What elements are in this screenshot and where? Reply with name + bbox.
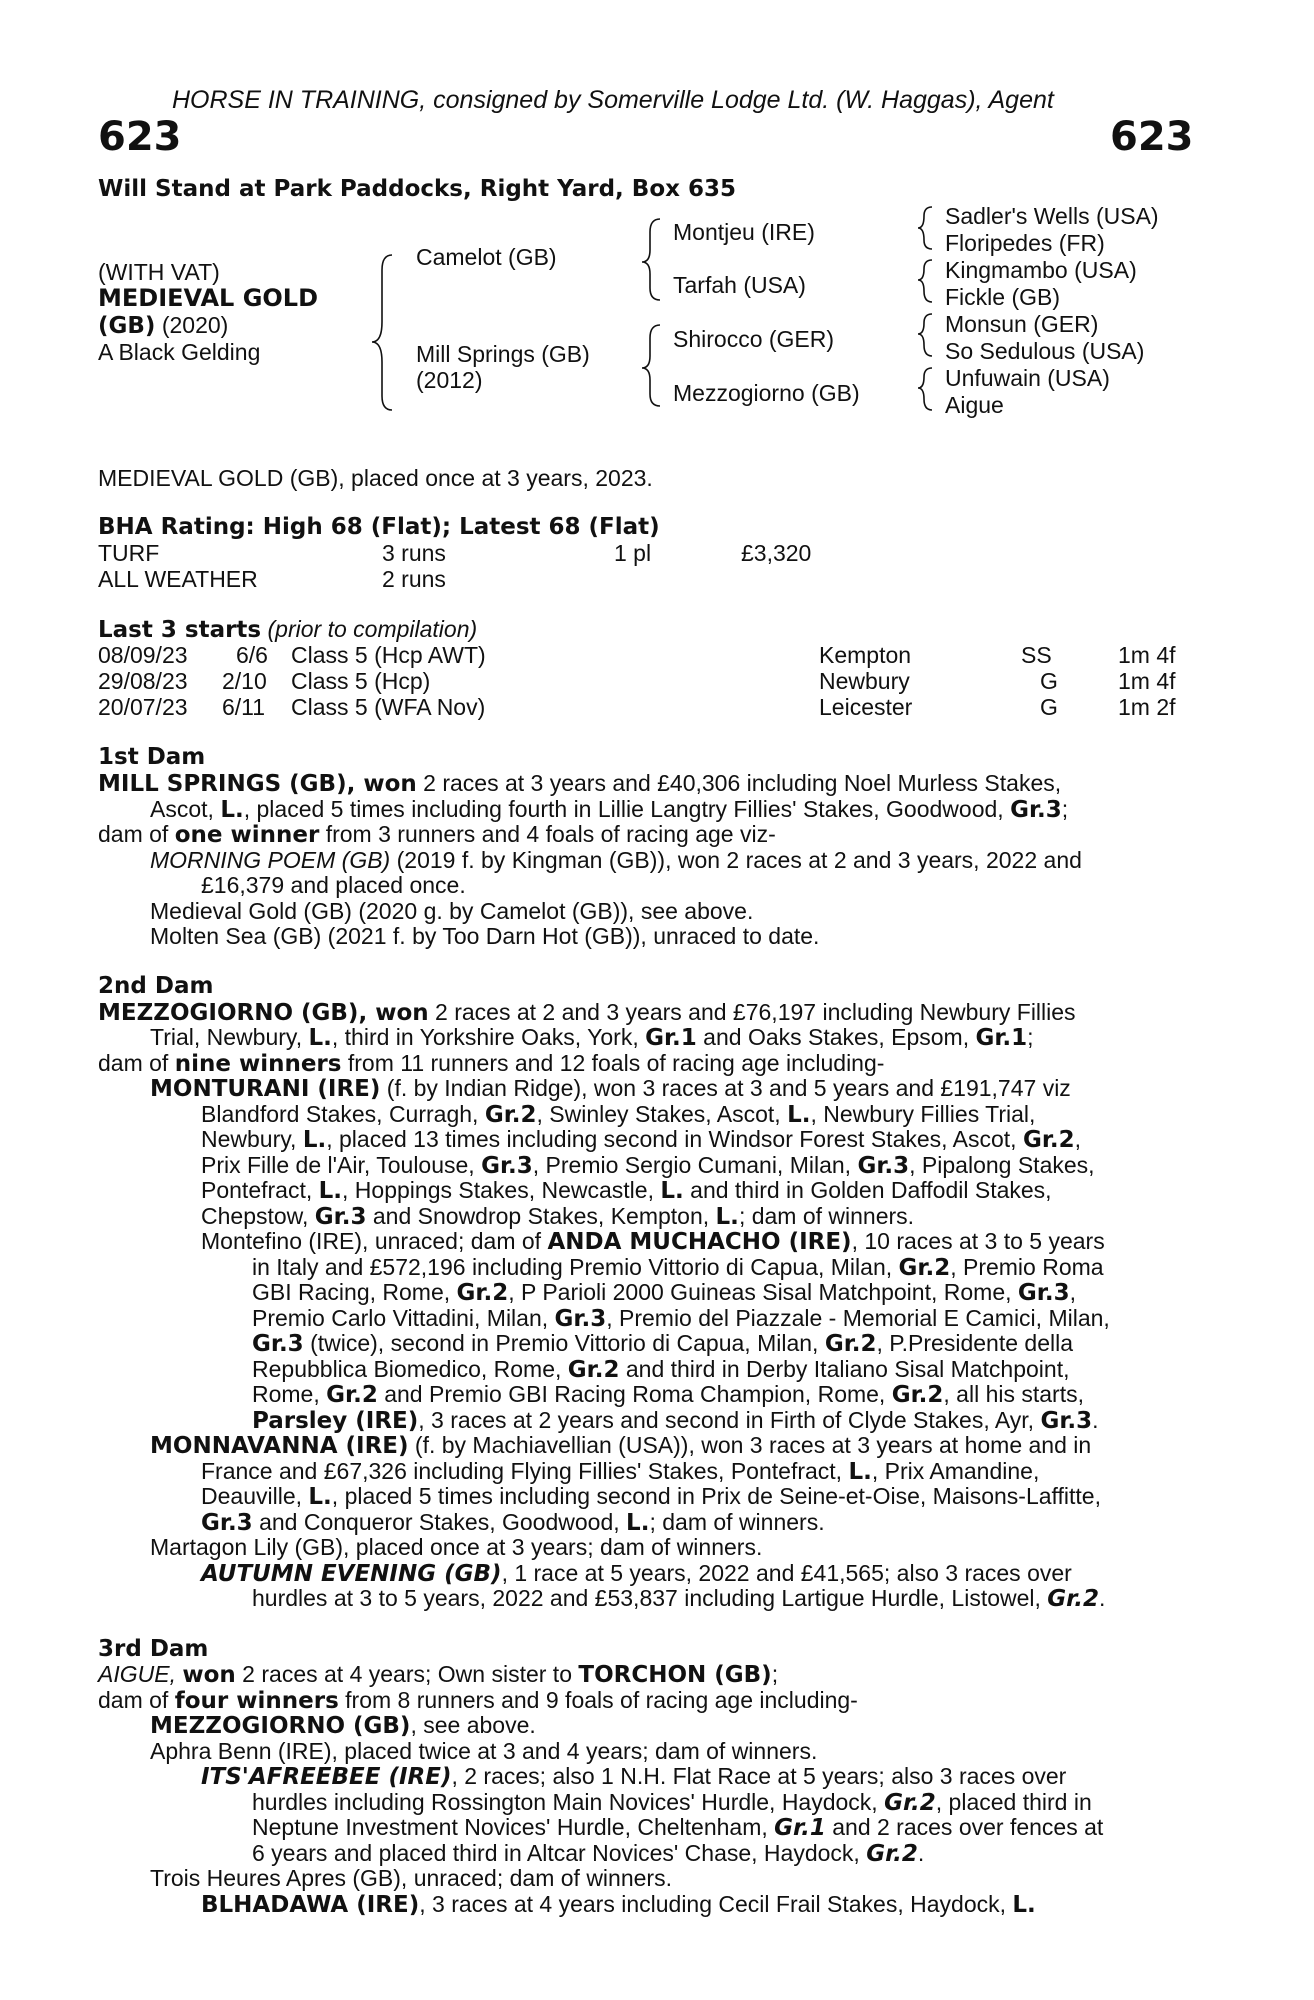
monturani-line-5: Pontefract, L., Hoppings Stakes, Newcastle, L. and third in Golden Daffodil Stakes, (201, 1177, 1052, 1204)
first-dam-produce-1-cont: £16,379 and placed once. (201, 872, 466, 898)
third-dam-produce-3: Trois Heures Apres (GB), unraced; dam of winners. (150, 1865, 672, 1891)
horse-description: A Black Gelding (98, 339, 261, 365)
monturani-line-3: Newbury, L., placed 13 times including second in Windsor Forest Stakes, Ascot, Gr.2, (201, 1126, 1082, 1153)
start-race: Class 5 (WFA Nov) (291, 694, 486, 720)
start-distance: 1m 2f (1118, 694, 1176, 720)
montefino-line-6: Repubblica Biomedico, Rome, Gr.2 and third in Derby Italiano Sisal Matchpoint, (252, 1356, 1070, 1383)
vat-note: (WITH VAT) (98, 259, 220, 285)
monnavanna-line-2: France and £67,326 including Flying Fillies' Stakes, Pontefract, L., Prix Amandine, (201, 1458, 1040, 1485)
lot-number-right: 623 (1110, 114, 1194, 160)
pedigree-dam: Mill Springs (GB) (416, 341, 590, 367)
first-dam-produce-3: Molten Sea (GB) (2021 f. by Too Darn Hot (GB)), unraced to date. (150, 923, 820, 949)
pedigree-dam-year: (2012) (416, 367, 483, 393)
third-dam-produce-2: Aphra Benn (IRE), placed twice at 3 and 4 years; dam of winners. (150, 1738, 818, 1764)
itsafreebee-line-1: ITS'AFREEBEE (IRE), 2 races; also 1 N.H. Flat Race at 5 years; also 3 races over (201, 1763, 1067, 1790)
pedigree-gen3-1: Sadler's Wells (USA) (945, 203, 1159, 229)
first-dam-line-2: Ascot, L., placed 5 times including fourth in Lillie Langtry Fillies' Stakes, Goodwood, Gr.3; (150, 796, 1069, 823)
monturani-line-4: Prix Fille de l'Air, Toulouse, Gr.3, Premio Sergio Cumani, Milan, Gr.3, Pipalong Stakes, (201, 1152, 1095, 1179)
third-dam-produce-intro: dam of four winners from 8 runners and 9 foals of racing age including- (98, 1687, 858, 1714)
start-date: 20/07/23 (98, 694, 188, 720)
start-course: Kempton (819, 642, 912, 668)
last-starts-title: Last 3 starts (prior to compilation) (98, 616, 478, 643)
second-dam-heading: 2nd Dam (98, 973, 214, 999)
first-dam-heading: 1st Dam (98, 744, 206, 770)
third-dam-produce-1: MEZZOGIORNO (GB), see above. (150, 1712, 536, 1739)
start-distance: 1m 4f (1118, 642, 1176, 668)
start-going: G (1040, 694, 1058, 720)
monnavanna-line-1: MONNAVANNA (IRE) (f. by Machiavellian (USA)), won 3 races at 3 years at home and in (150, 1432, 1092, 1459)
rating-row-aw-surface: ALL WEATHER (98, 566, 258, 592)
pedigree-gen3-6: So Sedulous (USA) (945, 338, 1145, 364)
itsafreebee-line-2: hurdles including Rossington Main Novices' Hurdle, Haydock, Gr.2, placed third in (252, 1789, 1092, 1816)
monnavanna-line-4: Gr.3 and Conqueror Stakes, Goodwood, L.; dam of winners. (201, 1509, 825, 1536)
pedigree-gen3-5: Monsun (GER) (945, 311, 1099, 337)
monturani-line-1: MONTURANI (IRE) (f. by Indian Ridge), won 3 races at 3 and 5 years and £191,747 viz (150, 1075, 1071, 1102)
start-position: 6/6 (236, 642, 268, 668)
rating-row-turf-runs: 3 runs (382, 540, 446, 566)
monnavanna-line-3: Deauville, L., placed 5 times including second in Prix de Seine-et-Oise, Maisons-Laffitte, (201, 1483, 1101, 1510)
montefino-line-1: Montefino (IRE), unraced; dam of ANDA MUCHACHO (IRE), 10 races at 3 to 5 years (201, 1228, 1105, 1255)
start-course: Newbury (819, 668, 910, 694)
rating-row-aw-runs: 2 runs (382, 566, 446, 592)
first-dam-produce-1: MORNING POEM (GB) (2019 f. by Kingman (GB)), won 2 races at 2 and 3 years, 2022 and (150, 847, 1082, 873)
start-date: 08/09/23 (98, 642, 188, 668)
first-dam-produce-intro: dam of one winner from 3 runners and 4 foals of racing age viz- (98, 821, 776, 848)
start-course: Leicester (819, 694, 913, 720)
pedigree-gen3-8: Aigue (945, 392, 1004, 418)
horse-origin-year: (GB) (2020) (98, 312, 229, 339)
rating-row-turf-surface: TURF (98, 540, 160, 566)
start-going: SS (1021, 642, 1052, 668)
pedigree-gen3-2: Floripedes (FR) (945, 230, 1105, 256)
start-date: 29/08/23 (98, 668, 188, 694)
first-dam-produce-2: Medieval Gold (GB) (2020 g. by Camelot (GB)), see above. (150, 898, 754, 924)
consignment-line: HORSE IN TRAINING, consigned by Somerville Lodge Ltd. (W. Haggas), Agent (172, 86, 1054, 114)
pedigree-sire-sire: Montjeu (IRE) (673, 219, 815, 245)
pedigree-gen3-7: Unfuwain (USA) (945, 365, 1110, 391)
second-dam-produce-intro: dam of nine winners from 11 runners and 12 foals of racing age including- (98, 1050, 885, 1077)
start-race: Class 5 (Hcp) (291, 668, 431, 694)
montefino-line-5: Gr.3 (twice), second in Premio Vittorio di Capua, Milan, Gr.2, P.Presidente della (252, 1330, 1074, 1357)
start-going: G (1040, 668, 1058, 694)
stand-location: Will Stand at Park Paddocks, Right Yard, Box 635 (98, 176, 736, 202)
race-summary: MEDIEVAL GOLD (GB), placed once at 3 years, 2023. (98, 465, 653, 491)
montefino-line-4: Premio Carlo Vittadini, Milan, Gr.3, Premio del Piazzale - Memorial E Camici, Milan, (252, 1305, 1110, 1332)
montefino-line-3: GBI Racing, Rome, Gr.2, P Parioli 2000 Guineas Sisal Matchpoint, Rome, Gr.3, (252, 1279, 1076, 1306)
rating-row-turf-placed: 1 pl (614, 540, 652, 566)
parsley-line: Parsley (IRE), 3 races at 2 years and second in Firth of Clyde Stakes, Ayr, Gr.3. (252, 1407, 1099, 1434)
bha-rating-title: BHA Rating: High 68 (Flat); Latest 68 (Flat) (98, 514, 660, 540)
autumn-evening-line-1: AUTUMN EVENING (GB), 1 race at 5 years, 2022 and £41,565; also 3 races over (201, 1560, 1072, 1587)
montefino-line-7: Rome, Gr.2 and Premio GBI Racing Roma Champion, Rome, Gr.2, all his starts, (252, 1381, 1085, 1408)
montefino-line-2: in Italy and £572,196 including Premio Vittorio di Capua, Milan, Gr.2, Premio Roma (252, 1254, 1104, 1281)
start-position: 6/11 (222, 694, 266, 720)
pedigree-dam-dam: Mezzogiorno (GB) (673, 380, 860, 406)
pedigree-sire-dam: Tarfah (USA) (673, 272, 806, 298)
first-dam-line-1: MILL SPRINGS (GB), won 2 races at 3 years and £40,306 including Noel Murless Stakes, (98, 770, 1062, 797)
pedigree-gen3-4: Fickle (GB) (945, 284, 1060, 310)
itsafreebee-line-3: Neptune Investment Novices' Hurdle, Cheltenham, Gr.1 and 2 races over fences at (252, 1814, 1104, 1841)
start-race: Class 5 (Hcp AWT) (291, 642, 486, 668)
pedigree-sire: Camelot (GB) (416, 244, 557, 270)
second-dam-line-2: Trial, Newbury, L., third in Yorkshire Oaks, York, Gr.1 and Oaks Stakes, Epsom, Gr.1; (150, 1024, 1034, 1051)
martagon-lily-line: Martagon Lily (GB), placed once at 3 years; dam of winners. (150, 1534, 763, 1560)
third-dam-heading: 3rd Dam (98, 1636, 209, 1662)
start-position: 2/10 (222, 668, 267, 694)
pedigree-gen3-3: Kingmambo (USA) (945, 257, 1137, 283)
second-dam-line-1: MEZZOGIORNO (GB), won 2 races at 2 and 3 years and £76,197 including Newbury Fillies (98, 999, 1076, 1026)
autumn-evening-line-2: hurdles at 3 to 5 years, 2022 and £53,837 including Lartigue Hurdle, Listowel, Gr.2. (252, 1585, 1106, 1612)
lot-number-left: 623 (98, 114, 182, 160)
monturani-line-6: Chepstow, Gr.3 and Snowdrop Stakes, Kempton, L.; dam of winners. (201, 1203, 915, 1230)
blhadawa-line: BLHADAWA (IRE), 3 races at 4 years including Cecil Frail Stakes, Haydock, L. (201, 1891, 1036, 1918)
pedigree-dam-sire: Shirocco (GER) (673, 326, 835, 352)
horse-name: MEDIEVAL GOLD (98, 284, 319, 312)
third-dam-line-1: AIGUE, won 2 races at 4 years; Own sister to TORCHON (GB); (98, 1661, 779, 1688)
start-distance: 1m 4f (1118, 668, 1176, 694)
itsafreebee-line-4: 6 years and placed third in Altcar Novices' Chase, Haydock, Gr.2. (252, 1840, 925, 1867)
rating-row-turf-prize: £3,320 (741, 540, 812, 566)
monturani-line-2: Blandford Stakes, Curragh, Gr.2, Swinley Stakes, Ascot, L., Newbury Fillies Trial, (201, 1101, 1036, 1128)
